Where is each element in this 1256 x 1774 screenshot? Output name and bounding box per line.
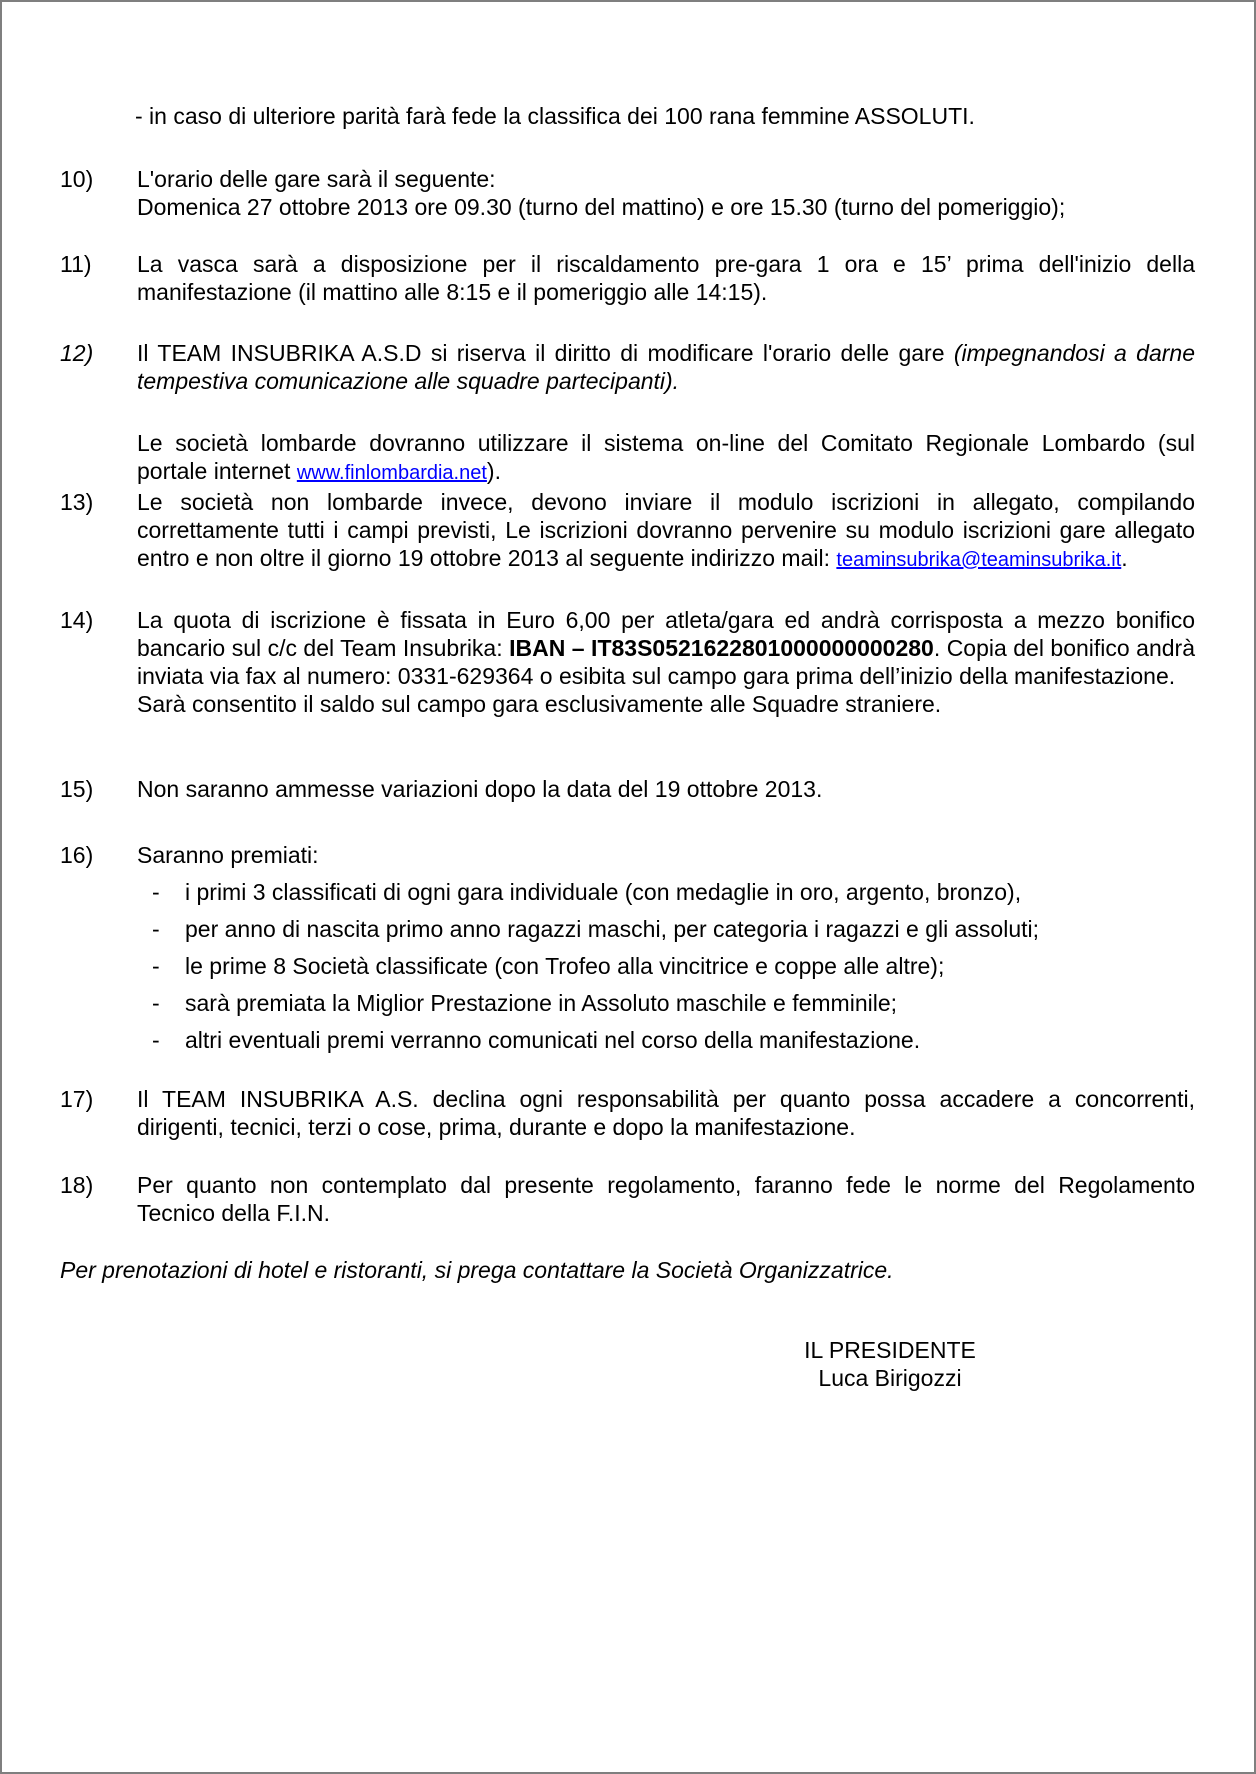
item-10-line-1: L'orario delle gare sarà il seguente: bbox=[137, 166, 496, 192]
item-10-number: 10) bbox=[60, 166, 94, 192]
item-16 bbox=[60, 841, 1195, 1054]
item-15-number: 15) bbox=[60, 776, 94, 802]
item-11-text: La vasca sarà a disposizione per il riscaldamento pre-gara 1 ora e 15’ prima dell'inizio della manifestazione (il mattino alle 8:15 e il pomeriggio alle 14:15). bbox=[137, 251, 1195, 305]
item-16-bullet-1-text: i primi 3 classificati di ogni gara individuale (con medaglie in oro, argento, bronzo), bbox=[185, 879, 1022, 905]
item-13-body: Le società non lombarde invece, devono inviare il modulo iscrizioni in allegato, compilando correttamente tutti i campi previsti, Le iscrizioni dovranno pervenire su modulo iscrizioni gare allegato entro e non oltre il giorno 19 ottobre 2013 al seguente indirizzo mail: bbox=[137, 489, 1195, 571]
item-16-text bbox=[137, 841, 1195, 1054]
item-11-number: 11) bbox=[60, 251, 92, 277]
item-16-bullet-4-text: sarà premiata la Miglior Prestazione in Assoluto maschile e femminile; bbox=[185, 990, 898, 1016]
item-14-number: 14) bbox=[60, 607, 94, 633]
signature-title: IL PRESIDENTE bbox=[804, 1337, 976, 1363]
paragraph-lombarde-after-link: ). bbox=[486, 458, 501, 484]
item-15-text: Non saranno ammesse variazioni dopo la data del 19 ottobre 2013. bbox=[137, 776, 823, 802]
item-16-bullet-3-text: le prime 8 Società classificate (con Trofeo alla vincitrice e coppe alle altre); bbox=[185, 953, 945, 979]
item-14-line-2: Sarà consentito il saldo sul campo gara esclusivamente alle Squadre straniere. bbox=[137, 691, 942, 717]
item-13-number: 13) bbox=[60, 489, 94, 515]
item-14 bbox=[60, 606, 1195, 718]
item-12-italic-run: (impegnandosi a darne tempestiva comunicazione alle squadre partecipanti). bbox=[137, 340, 1195, 394]
item-14-after-bold: . Copia del bonifico andrà inviata via fax al numero: 0331-629364 o esibita sul campo gara prima dell’inizio della manifestazione. bbox=[137, 635, 1195, 689]
signature-block bbox=[740, 1336, 1040, 1392]
item-16-number: 16) bbox=[60, 842, 94, 868]
item-18-text: Per quanto non contemplato dal presente regolamento, faranno fede le norme del Regolamento Tecnico della F.I.N. bbox=[137, 1172, 1195, 1226]
bullet-dash: - bbox=[152, 916, 160, 942]
item-14-iban: IBAN – IT83S0521622801000000000280 bbox=[509, 635, 934, 661]
item-10 bbox=[60, 165, 1195, 221]
item-16-bullet-5-text: altri eventuali premi verranno comunicati nel corso della manifestazione. bbox=[185, 1027, 921, 1053]
item-14-paragraph bbox=[137, 606, 1195, 690]
item-13 bbox=[60, 488, 1195, 574]
intro-line bbox=[135, 102, 1197, 130]
intro-line-text: - in caso di ulteriore parità farà fede la classifica dei 100 rana femmine ASSOLUTI. bbox=[135, 103, 975, 129]
item-16-bullet-2-text: per anno di nascita primo anno ragazzi maschi, per categoria i ragazzi e gli assoluti; bbox=[185, 916, 1039, 942]
item-13-text bbox=[137, 488, 1195, 574]
paragraph-lombarde-text bbox=[137, 429, 1195, 487]
item-17-text: Il TEAM INSUBRIKA A.S. declina ogni responsabilità per quanto possa accadere a concorrenti, dirigenti, tecnici, terzi o cose, prima, durante e dopo la manifestazione. bbox=[137, 1086, 1195, 1140]
item-14-before-bold: La quota di iscrizione è fissata in Euro 6,00 per atleta/gara ed andrà corrisposta a mezzo bonifico bancario sul c/c del Team Insubrika: bbox=[137, 607, 1195, 661]
item-16-header: Saranno premiati: bbox=[137, 842, 319, 868]
signature-name: Luca Birigozzi bbox=[818, 1365, 962, 1391]
item-14-text bbox=[137, 606, 1195, 718]
item-11 bbox=[60, 250, 1195, 306]
bullet-dash: - bbox=[152, 879, 160, 905]
paragraph-lombarde bbox=[60, 429, 1195, 487]
bullet-dash: - bbox=[152, 953, 160, 979]
item-10-line-2: Domenica 27 ottobre 2013 ore 09.30 (turno del mattino) e ore 15.30 (turno del pomeriggio); bbox=[137, 194, 1066, 220]
item-10-text bbox=[137, 165, 1195, 221]
item-12-number: 12) bbox=[60, 340, 94, 366]
item-16-bullet-3 bbox=[137, 952, 1195, 980]
item-12-normal-run: Il TEAM INSUBRIKA A.S.D si riserva il diritto di modificare l'orario delle gare bbox=[137, 340, 954, 366]
item-17-number: 17) bbox=[60, 1086, 94, 1112]
teaminsubrika-email-link[interactable]: teaminsubrika@teaminsubrika.it bbox=[836, 549, 1122, 571]
document-content bbox=[2, 2, 1254, 1392]
bullet-dash: - bbox=[152, 1027, 160, 1053]
item-12-text bbox=[137, 339, 1195, 395]
item-13-email-suffix: . bbox=[1121, 545, 1128, 571]
item-16-bullet-1 bbox=[137, 878, 1195, 906]
paragraph-lombarde-before-link: Le società lombarde dovranno utilizzare il sistema on-line del Comitato Regionale Lombardo (sul portale internet bbox=[137, 430, 1195, 484]
item-16-bullet-2 bbox=[137, 915, 1195, 943]
item-18-number: 18) bbox=[60, 1172, 94, 1198]
item-16-bullet-4 bbox=[137, 989, 1195, 1017]
item-17 bbox=[60, 1085, 1195, 1141]
item-18 bbox=[60, 1171, 1195, 1227]
item-12 bbox=[60, 339, 1195, 395]
item-15 bbox=[60, 775, 1195, 803]
item-16-bullet-5 bbox=[137, 1026, 1195, 1054]
finlombardia-link[interactable]: www.finlombardia.net bbox=[296, 462, 487, 484]
bullet-dash: - bbox=[152, 990, 160, 1016]
hotel-note: Per prenotazioni di hotel e ristoranti, si prega contattare la Società Organizzatrice. bbox=[60, 1257, 894, 1283]
